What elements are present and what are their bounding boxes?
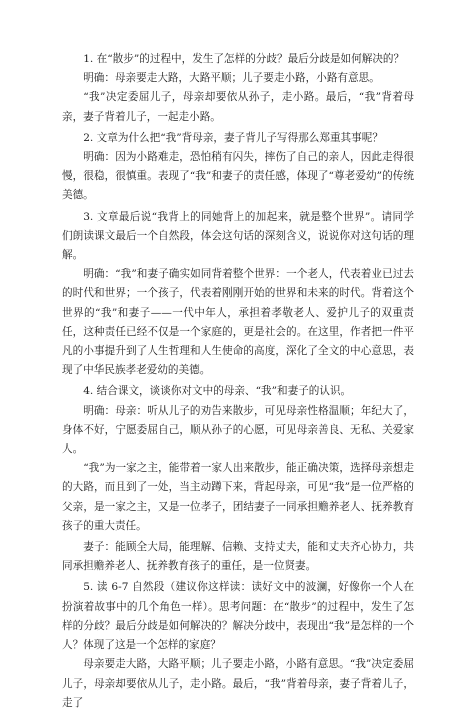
question-2: 2. 文章为什么把“我”背母亲，妻子背儿子写得那么郑重其事呢？ <box>83 131 383 144</box>
answer-5: 母亲要走大路，大路平顺；儿子要走小路，小路有意思。“我”决定委屈儿子，母亲却要依从儿子，走小路。最后，“我”背着母亲，妻子背着儿子，走了 <box>62 658 414 709</box>
answer-3: 明确：“我”和妻子确实如同背着整个世界：一个老人，代表着业已过去的时代和世界；一个孩子，代表着刚刚开始的世界和未来的时代。背着这个世界的“我”和妻子——一代中年人，承担着孝敬老人、爱护儿子的双重责任，这种责任已经不仅是一个家庭的，更是社会的。在这里，作者把一件平凡的小事提升到了人生哲理和人生使命的高度，深化了全文的中心意思，表现了中华民族孝老爱幼的美德。 <box>62 268 414 377</box>
document-body <box>62 50 414 713</box>
question-3: 3. 文章最后说“我背上的同她背上的加起来，就是整个世界”。请同学们朗读课文最后一个自然段，体会这句话的深刻含义，说说你对这句话的理解。 <box>62 210 414 262</box>
question-5: 5. 读 6-7 自然段（建议你这样读：读好文中的波澜，好像你一个人在扮演着故事中的几个角色一样）。思考问题：在“散步”的过程中，发生了怎样的分歧？最后分歧是如何解决的？解决分歧中，表现出“我”是怎样的一个人？体现了这是一个怎样的家庭？ <box>62 581 414 652</box>
answer-1: 明确：母亲要走大路，大路平顺；儿子要走小路，小路有意思。 <box>83 72 380 85</box>
answer-4-mother: 明确：母亲：听从儿子的劝告来散步，可见母亲性格温顺；年纪大了，身体不好，宁愿委屈自己，顺从孙子的心愿，可见母亲善良、无私、关爱家人。 <box>62 404 414 456</box>
question-4: 4. 结合课文，谈谈你对文中的母亲、“我”和妻子的认识。 <box>83 385 352 398</box>
answer-1-cont: “我”决定委屈儿子，母亲却要依从孙子，走小路。最后，“我”背着母亲，妻子背着儿子，一起走小路。 <box>62 91 414 123</box>
question-1: 1. 在“散步”的过程中，发生了怎样的分歧？最后分歧是如何解决的？ <box>83 53 405 65</box>
answer-2: 明确：因为小路难走，恐怕稍有闪失，摔伤了自己的亲人，因此走得很慢，很稳，很慎重。表现了“我”和妻子的责任感，体现了“尊老爱幼”的传统美德。 <box>62 151 414 202</box>
answer-4-me: “我”为一家之主，能带着一家人出来散步，能正确决策，选择母亲想走的大路，而且到了一处，当主动蹲下来，背起母亲，可见“我”是一位严格的父亲，是一家之主，又是一位孝子，团结妻子一同承担赡养老人、抚养教育孩子的重大责任。 <box>62 462 414 532</box>
answer-4-wife: 妻子：能顾全大局，能理解、信赖、支持丈夫，能和丈夫齐心协力，共同承担赡养老人、抚养教育孩子的重任，是一位贤妻。 <box>62 541 414 573</box>
